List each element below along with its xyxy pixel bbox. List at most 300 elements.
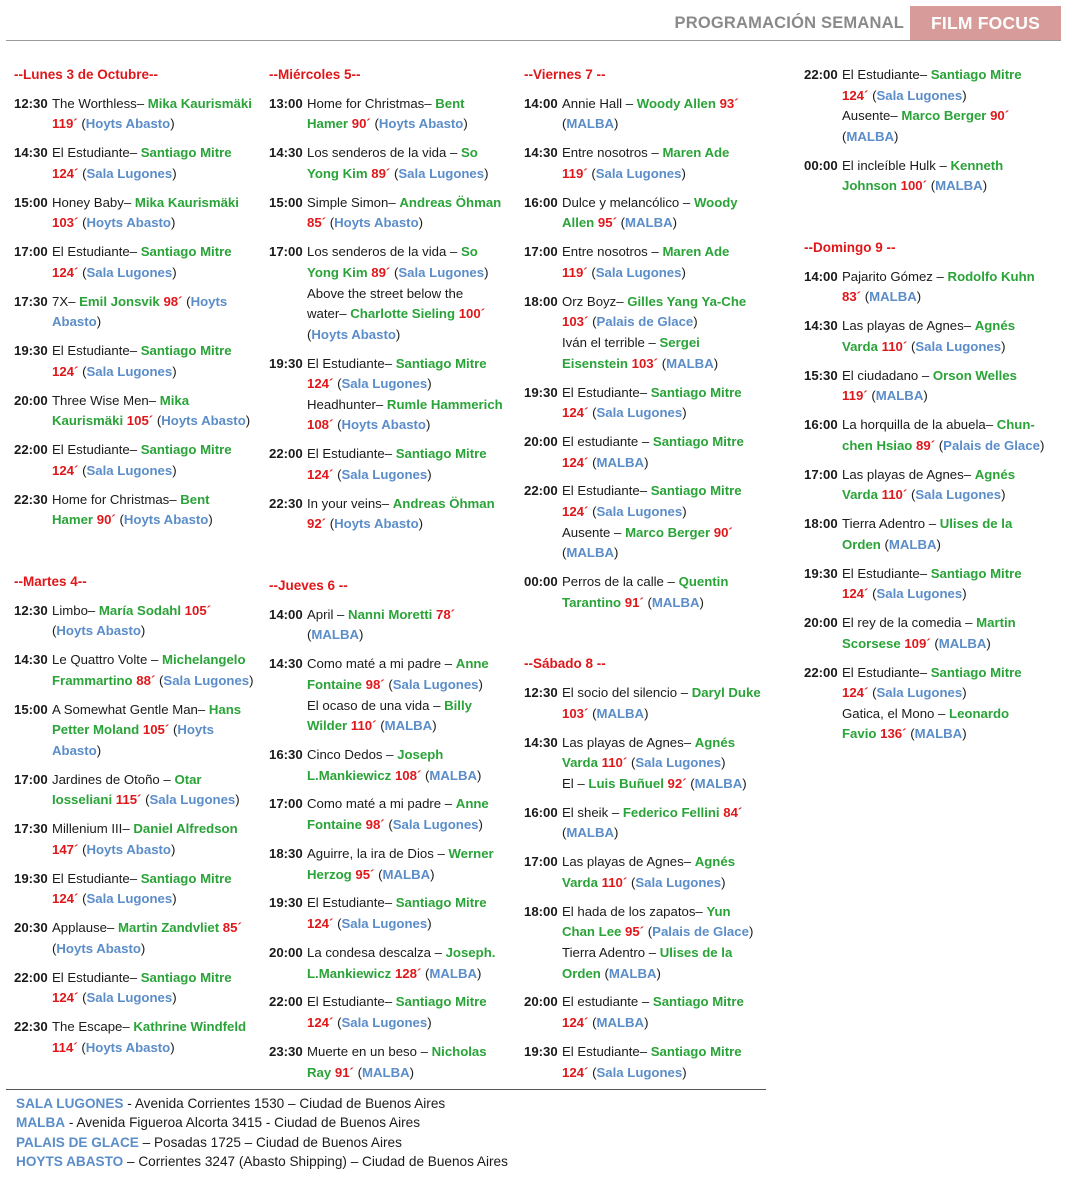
showtime-time: 16:30 xyxy=(269,747,303,762)
duration: 98´ xyxy=(365,817,385,833)
duration: 124´ xyxy=(842,586,869,602)
showtime-line xyxy=(524,572,774,593)
showtime-entry xyxy=(269,605,519,646)
film-title-text: Tierra Adentro – xyxy=(562,944,660,960)
film-title-text: El rey de la comedia – xyxy=(842,615,977,631)
film-title-text: ( xyxy=(644,924,653,940)
venue-name: Sala Lugones xyxy=(915,338,1002,354)
showtime-details xyxy=(52,869,232,890)
director-name: So xyxy=(460,244,478,260)
showtime-details xyxy=(52,650,246,671)
venue-name: Sala Lugones xyxy=(635,755,722,771)
film-title-text: Pajarito Gómez – xyxy=(842,268,948,284)
showtime-entry xyxy=(269,844,519,885)
showtime-time: 18:00 xyxy=(804,516,838,532)
venue-name: MALBA xyxy=(935,178,983,194)
venue-name: MALBA xyxy=(566,825,615,841)
showtime-time: 14:30 xyxy=(269,145,303,161)
duration: 119´ xyxy=(562,165,588,181)
venue-name: Hoyts Abasto xyxy=(86,215,171,231)
showtime-line xyxy=(524,502,774,523)
director-name: Santiago Mitre xyxy=(140,442,232,458)
showtime-time: 19:30 xyxy=(524,1043,558,1059)
venue-name: MALBA xyxy=(888,536,937,552)
film-title-text: El hada de los zapatos– xyxy=(562,903,707,919)
showtime-line xyxy=(269,605,519,626)
film-title-text: ( xyxy=(588,1064,597,1080)
showtime-time: 19:30 xyxy=(14,343,48,359)
director-name: Varda xyxy=(842,338,878,354)
film-title-text: ( xyxy=(52,623,57,639)
showtime-entry xyxy=(524,852,774,893)
venue-name: Sala Lugones xyxy=(398,165,485,181)
venue-name: Sala Lugones xyxy=(341,466,428,482)
venue-palais-de-glace xyxy=(16,1133,508,1152)
director-name: Herzog xyxy=(307,866,352,882)
film-title-text: ) xyxy=(427,916,432,932)
showtime-entry xyxy=(269,193,519,234)
film-title-text: ( xyxy=(370,116,379,132)
film-title-text: Las playas de Agnes– xyxy=(842,466,975,482)
showtime-time: 20:30 xyxy=(14,920,48,936)
film-title-text: ) xyxy=(463,116,468,132)
showtime-entry xyxy=(269,354,519,436)
film-title-text: ( xyxy=(616,215,626,231)
film-title-text: ) xyxy=(699,594,704,610)
showtime-time: 18:00 xyxy=(524,903,558,919)
showtime-line xyxy=(269,696,519,717)
director-name: Woody Allen xyxy=(636,95,716,111)
film-title-text: El ciudadano – xyxy=(842,367,933,383)
showtime-line xyxy=(269,964,519,985)
film-title-text: ( xyxy=(643,594,652,610)
duration: 136´ xyxy=(880,726,907,742)
director-name: Hans xyxy=(208,701,242,717)
showtime-line xyxy=(269,193,519,214)
showtime-time: 16:00 xyxy=(524,194,558,210)
film-title-text: El socio del silencio – xyxy=(562,685,692,701)
film-title-text: ( xyxy=(907,487,916,503)
showtime-entry xyxy=(804,613,1066,654)
film-title-text: El Estudiante– xyxy=(52,969,141,985)
film-title-text: Aguirre, la ira de Dios – xyxy=(307,845,449,861)
duration: 110´ xyxy=(601,874,628,890)
showtime-line xyxy=(524,354,774,375)
film-title-text: ( xyxy=(588,504,597,520)
film-title-text: April – xyxy=(307,606,349,622)
duration: 110´ xyxy=(881,487,908,503)
showtime-details xyxy=(842,465,1015,486)
director-name: Bent xyxy=(435,95,465,111)
showtime-time: 20:00 xyxy=(524,433,558,449)
showtime-line xyxy=(269,514,519,535)
duration: 103´ xyxy=(52,215,79,231)
director-name: Mika Kaurismäki xyxy=(147,95,252,111)
film-title-text: Above the street below the xyxy=(307,285,464,301)
showtime-line xyxy=(804,613,1066,634)
film-title-text: ) xyxy=(1039,437,1045,453)
showtime-line xyxy=(524,432,774,453)
showtime-line xyxy=(804,106,1066,127)
film-title-text: ) xyxy=(693,314,698,330)
duration: 115´ xyxy=(115,792,142,808)
film-title-text: ( xyxy=(78,462,87,478)
film-title-text: Gatica, el Mono – xyxy=(842,705,950,721)
showtime-entry xyxy=(804,564,1066,605)
duration: 124´ xyxy=(52,891,79,907)
film-title-text: ( xyxy=(867,388,876,404)
showtime-details xyxy=(52,292,227,313)
film-title-text: Las playas de Agnes– xyxy=(562,854,695,870)
film-title-text: ) xyxy=(208,512,213,528)
showtime-time: 14:00 xyxy=(524,95,558,111)
venue-name: Sala Lugones xyxy=(341,1015,428,1031)
showtime-entry xyxy=(524,733,774,795)
director-name: Frammartino xyxy=(52,672,133,688)
showtime-line xyxy=(804,514,1066,535)
director-name: Rumle Hammerich xyxy=(386,396,503,412)
film-title-text: ) xyxy=(721,755,726,771)
showtime-line xyxy=(524,164,774,185)
film-title-text: La condesa descalza – xyxy=(307,944,446,960)
showtime-details xyxy=(52,143,232,164)
film-title-text: Perros de la calle – xyxy=(562,574,679,590)
director-name: Woody xyxy=(693,194,738,210)
venue-name: Hoyts Abasto xyxy=(85,116,171,132)
film-title-text: El estudiante – xyxy=(562,994,653,1010)
showtime-line xyxy=(14,411,264,432)
film-title-text: ) xyxy=(418,516,424,532)
showtime-entry xyxy=(524,383,774,424)
showtime-details xyxy=(562,803,742,824)
showtime-line xyxy=(269,844,519,865)
venue-hoyts-abasto xyxy=(16,1152,508,1171)
director-name: Martin xyxy=(976,615,1016,631)
showtime-time: 19:30 xyxy=(804,565,838,581)
showtime-time: 17:00 xyxy=(524,244,558,260)
showtime-line xyxy=(524,753,774,774)
venue-name: MALBA xyxy=(938,635,987,651)
showtime-line xyxy=(524,1063,774,1084)
showtime-line xyxy=(804,436,1066,457)
duration: 119´ xyxy=(562,264,588,280)
showtime-entry xyxy=(14,918,264,959)
showtime-line xyxy=(524,902,774,923)
film-title-text: The Worthless– xyxy=(52,95,148,111)
showtime-line xyxy=(269,815,519,836)
showtime-line xyxy=(269,865,519,886)
showtime-line xyxy=(804,65,1066,86)
film-title-text: ) xyxy=(923,388,928,404)
showtime-line xyxy=(14,213,264,234)
showtime-details xyxy=(52,242,232,263)
showtime-line xyxy=(14,193,264,214)
day-heading: --Viernes 7 -- xyxy=(524,67,606,82)
showtime-line xyxy=(804,465,1066,486)
venue-name: Sala Lugones xyxy=(596,1064,683,1080)
duration: 105´ xyxy=(184,602,212,618)
director-name: Fontaine xyxy=(307,817,362,833)
film-title-text: ( xyxy=(78,891,87,907)
film-title-text: Las playas de Agnes– xyxy=(562,734,695,750)
showtime-line xyxy=(14,114,264,135)
film-title-text: ( xyxy=(927,178,936,194)
film-title-text: ( xyxy=(78,990,87,1006)
venue-name: MALBA xyxy=(429,767,478,783)
film-title-text: ( xyxy=(141,792,150,808)
day-heading: --Miércoles 5-- xyxy=(269,67,361,82)
director-name: Santiago Mitre xyxy=(652,994,744,1010)
director-name: Mika xyxy=(159,392,190,408)
showtime-line xyxy=(524,873,774,894)
showtime-details xyxy=(562,94,739,115)
film-title-text: ) xyxy=(644,454,649,470)
showtime-details xyxy=(842,613,1016,634)
director-name: Bent xyxy=(180,491,210,507)
showtime-time: 22:00 xyxy=(14,442,48,458)
film-title-text: ) xyxy=(614,545,619,561)
showtime-details xyxy=(52,1017,246,1038)
director-name: Iosseliani xyxy=(52,792,113,808)
film-title-text: El sheik – xyxy=(562,804,623,820)
film-title-text: ) xyxy=(477,965,482,981)
showtime-line xyxy=(14,889,264,910)
showtime-time: 17:00 xyxy=(14,771,48,787)
showtime-line xyxy=(804,584,1066,605)
showtime-time: 20:00 xyxy=(14,392,48,408)
showtime-line xyxy=(14,263,264,284)
film-title-text: ( xyxy=(307,326,312,342)
director-name: Santiago Mitre xyxy=(395,994,487,1010)
venue-name: Sala Lugones xyxy=(876,685,963,701)
venue-address: - Avenida Figueroa Alcorta 3415 - Ciudad de Buenos Aires xyxy=(65,1115,421,1131)
showtime-line xyxy=(804,156,1066,177)
showtime-line xyxy=(269,992,519,1013)
showtime-details xyxy=(307,143,478,164)
film-title-text: Three Wise Men– xyxy=(52,392,160,408)
director-name: Agnés xyxy=(694,854,736,870)
showtime-line xyxy=(14,621,264,642)
film-title-text: ( xyxy=(153,413,162,429)
showtime-time: 00:00 xyxy=(804,157,838,173)
director-name: Orden xyxy=(562,965,601,981)
director-name: Leonardo xyxy=(949,705,1010,721)
showtime-line xyxy=(14,819,264,840)
film-title-text: ) xyxy=(427,466,432,482)
venue-name: Sala Lugones xyxy=(876,586,963,602)
day-heading: --Domingo 9 -- xyxy=(804,239,896,255)
film-title-text: ) xyxy=(681,165,686,181)
film-title-text: El incleíble Hulk – xyxy=(842,157,951,173)
director-name: Charlotte Sieling xyxy=(350,306,456,322)
showtime-line xyxy=(14,292,264,313)
showtime-details xyxy=(562,683,761,704)
film-title-text: El Estudiante– xyxy=(307,895,396,911)
showtime-details xyxy=(562,242,729,263)
director-name: Maren Ade xyxy=(662,244,730,260)
film-title-text: El Estudiante– xyxy=(842,565,931,581)
film-title-text: ) xyxy=(713,355,719,371)
venue-name: Sala Lugones xyxy=(86,462,173,478)
film-title-text: ( xyxy=(384,817,393,833)
film-title-text: ( xyxy=(588,705,597,721)
venue-name: MALBA xyxy=(566,545,615,561)
showtime-line xyxy=(269,893,519,914)
film-title-text: El Estudiante– xyxy=(562,384,651,400)
venue-name: Hoyts Abasto xyxy=(311,326,396,342)
duration: 110´ xyxy=(881,338,908,354)
director-name: Santiago Mitre xyxy=(652,433,744,449)
director-name: Chun- xyxy=(996,417,1035,433)
film-title-text: ( xyxy=(390,264,399,280)
showtime-details xyxy=(562,383,742,404)
duration: 124´ xyxy=(562,405,589,421)
showtime-time: 14:30 xyxy=(524,145,558,161)
venue-name: MALBA xyxy=(694,775,743,791)
film-title-text: ) xyxy=(359,627,364,643)
director-name: Otar xyxy=(174,771,202,787)
showtime-line xyxy=(524,774,774,795)
showtime-details xyxy=(562,193,738,214)
showtime-entry xyxy=(14,1017,264,1058)
film-title-text: ( xyxy=(842,128,847,144)
showtime-time: 22:00 xyxy=(804,67,838,82)
showtime-time: 19:30 xyxy=(14,870,48,886)
showtime-time: 12:30 xyxy=(14,602,48,618)
film-title-text: ) xyxy=(1001,338,1006,354)
venue-name: MALBA xyxy=(384,718,433,734)
showtime-line xyxy=(524,823,774,844)
venue-name: MALBA xyxy=(566,116,615,132)
film-title-text: ) xyxy=(409,1064,415,1080)
duration: 95´ xyxy=(597,215,617,231)
director-name: Kathrine Windfeld xyxy=(133,1019,247,1035)
showtime-entry xyxy=(269,893,519,934)
showtime-line xyxy=(269,284,519,305)
showtime-line xyxy=(14,242,264,263)
showtime-details xyxy=(307,745,443,766)
showtime-line xyxy=(14,968,264,989)
duration: 89´ xyxy=(371,264,391,280)
showtime-line xyxy=(524,143,774,164)
film-title-text: Millenium III– xyxy=(52,821,134,837)
venue-name: Sala Lugones xyxy=(86,891,173,907)
showtime-time: 22:00 xyxy=(524,483,558,499)
director-name: Petter Moland xyxy=(52,722,140,738)
showtime-details xyxy=(842,564,1022,585)
film-title-text: ) xyxy=(936,536,941,552)
venue-name: MALBA xyxy=(382,866,431,882)
showtime-line xyxy=(14,988,264,1009)
showtime-line xyxy=(804,724,1066,745)
film-title-text: ( xyxy=(686,775,695,791)
showtime-details xyxy=(52,968,232,989)
showtime-entry xyxy=(524,902,774,984)
venue-name: PALAIS DE GLACE xyxy=(16,1134,139,1150)
director-name: Yong Kim xyxy=(307,264,368,280)
showtime-details xyxy=(562,292,746,313)
film-title-text: ( xyxy=(562,116,567,132)
venue-name: Sala Lugones xyxy=(86,990,173,1006)
venue-name: Sala Lugones xyxy=(596,405,683,421)
showtime-time: 17:30 xyxy=(14,293,48,309)
director-name: Anne xyxy=(455,796,489,812)
showtime-time: 15:00 xyxy=(14,194,48,210)
director-name: Santiago Mitre xyxy=(395,355,487,371)
showtime-entry xyxy=(14,700,264,762)
film-title-text: ( xyxy=(935,437,944,453)
showtime-line xyxy=(14,461,264,482)
duration: 110´ xyxy=(350,718,377,734)
showtime-time: 20:00 xyxy=(524,994,558,1010)
film-title-text: Le Quattro Volte – xyxy=(52,652,162,668)
film-title-text: Home for Christmas– xyxy=(307,95,436,111)
showtime-line xyxy=(14,741,264,762)
film-title-text: Annie Hall – xyxy=(562,95,637,111)
showtime-time: 16:00 xyxy=(524,804,558,820)
film-title-text: ( xyxy=(77,1039,86,1055)
showtime-time: 17:00 xyxy=(524,854,558,870)
duration: 95´ xyxy=(625,924,645,940)
schedule-column-1 xyxy=(14,65,264,1067)
film-title-text: Orz Boyz– xyxy=(562,293,628,309)
duration: 124´ xyxy=(52,363,79,379)
showtime-time: 22:00 xyxy=(269,446,303,462)
showtime-time: 00:00 xyxy=(524,574,558,590)
director-name: Andreas Öhman xyxy=(399,194,502,210)
film-title-text: ( xyxy=(307,627,312,643)
film-title-text: Entre nosotros – xyxy=(562,145,663,161)
film-title-text: ( xyxy=(78,264,87,280)
showtime-time: 13:00 xyxy=(269,95,303,111)
showtime-time: 14:00 xyxy=(804,268,838,284)
showtime-line xyxy=(524,704,774,725)
director-name: Santiago Mitre xyxy=(140,145,232,161)
director-name: Orson Welles xyxy=(932,367,1017,383)
venue-name: Abasto xyxy=(52,743,97,758)
schedule-column-4 xyxy=(804,65,1066,753)
venue-name: Sala Lugones xyxy=(149,792,236,808)
showtime-line xyxy=(269,766,519,787)
duration: 108´ xyxy=(394,767,422,783)
film-title-text: ) xyxy=(235,792,240,808)
film-title-text: ) xyxy=(395,326,401,342)
schedule-column-3 xyxy=(524,65,774,1091)
showtime-entry xyxy=(524,1042,774,1083)
director-name: Varda xyxy=(842,487,878,503)
showtime-entry xyxy=(269,794,519,835)
duration: 89´ xyxy=(371,165,391,181)
showtime-line xyxy=(14,164,264,185)
film-title-text: Muerte en un beso – xyxy=(307,1043,432,1059)
director-name: María Sodahl xyxy=(98,602,181,618)
film-title-text: ) xyxy=(681,264,686,280)
film-title-text: ) xyxy=(172,990,177,1006)
showtime-entry xyxy=(269,143,519,184)
showtime-line xyxy=(524,943,774,964)
venue-name: Sala Lugones xyxy=(915,487,1002,503)
duration: 90´ xyxy=(713,524,733,540)
duration: 89´ xyxy=(916,437,936,453)
film-title-text: ( xyxy=(390,165,399,181)
showtime-time: 19:30 xyxy=(269,355,303,371)
film-title-text: ( xyxy=(78,841,87,857)
film-title-text: El Estudiante– xyxy=(52,145,141,161)
showtime-details xyxy=(307,94,465,115)
film-title-text: ( xyxy=(326,215,335,231)
showtime-time: 20:00 xyxy=(269,944,303,960)
film-title-text: El Estudiante– xyxy=(307,994,396,1010)
